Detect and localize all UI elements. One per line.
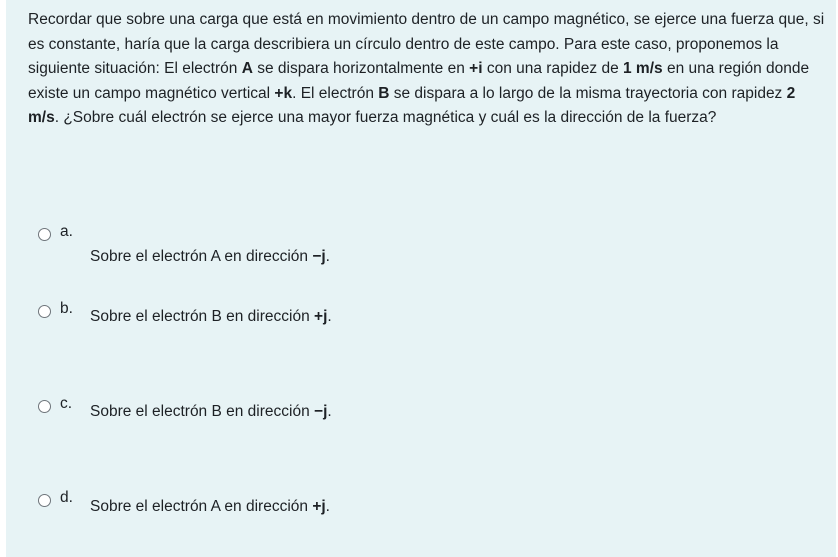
option-direction: −j [312,248,326,265]
option-text-main: Sobre el electrón A en dirección [90,498,313,515]
option-letter: b. [60,300,73,317]
direction-k-label: +k [274,84,293,102]
question-segment: en una región donde existe un campo magnético vertical [28,60,810,102]
option-text-end: . [327,403,332,420]
option-direction: +j [312,498,326,515]
option-direction: +j [314,308,328,325]
option-letter: d. [60,489,73,506]
option-letter: c. [60,395,73,412]
speed-2-label: 2 m/s [28,84,796,126]
question-paragraph [28,8,828,131]
electron-b-label: B [378,84,390,102]
question-segment: . El electrón [292,84,379,102]
option-direction: −j [314,403,328,420]
question-segment: se dispara a lo largo de la misma trayectoria con rapidez [389,84,787,102]
option-text-main: Sobre el electrón A en dirección [90,248,313,265]
option-text-end: . [325,248,330,265]
question-segment: con una rapidez de [482,60,623,77]
radio-button-a[interactable] [38,228,51,241]
option-text[interactable] [90,308,332,326]
direction-i-label: +i [469,60,483,77]
question-text [28,8,828,131]
electron-a-label: A [241,60,253,77]
option-text-main: Sobre el electrón B en dirección [90,403,315,420]
option-text-end: . [325,498,330,515]
option-text[interactable] [90,248,330,266]
option-text[interactable] [90,498,330,516]
question-segment: se dispara horizontalmente en [252,60,470,77]
option-text[interactable] [90,403,332,421]
radio-button-c[interactable] [38,400,51,413]
option-text-end: . [327,308,332,325]
question-segment: . ¿Sobre cuál electrón se ejerce una mayor fuerza magnética y cuál es la dirección de la fuerza? [54,109,717,126]
question-panel [6,0,836,557]
radio-button-b[interactable] [38,305,51,318]
speed-1-label: 1 m/s [623,60,663,77]
option-text-main: Sobre el electrón B en dirección [90,308,315,325]
radio-button-d[interactable] [38,494,51,507]
option-letter: a. [60,223,73,240]
question-segment: Recordar que sobre una carga que está en movimiento dentro de un campo magnético, se ejerce una fuerza que, si es constante, haría que la carga describiera un círculo dentro de este campo. Para este caso, proponemos la siguiente situación: El electrón [28,11,825,77]
